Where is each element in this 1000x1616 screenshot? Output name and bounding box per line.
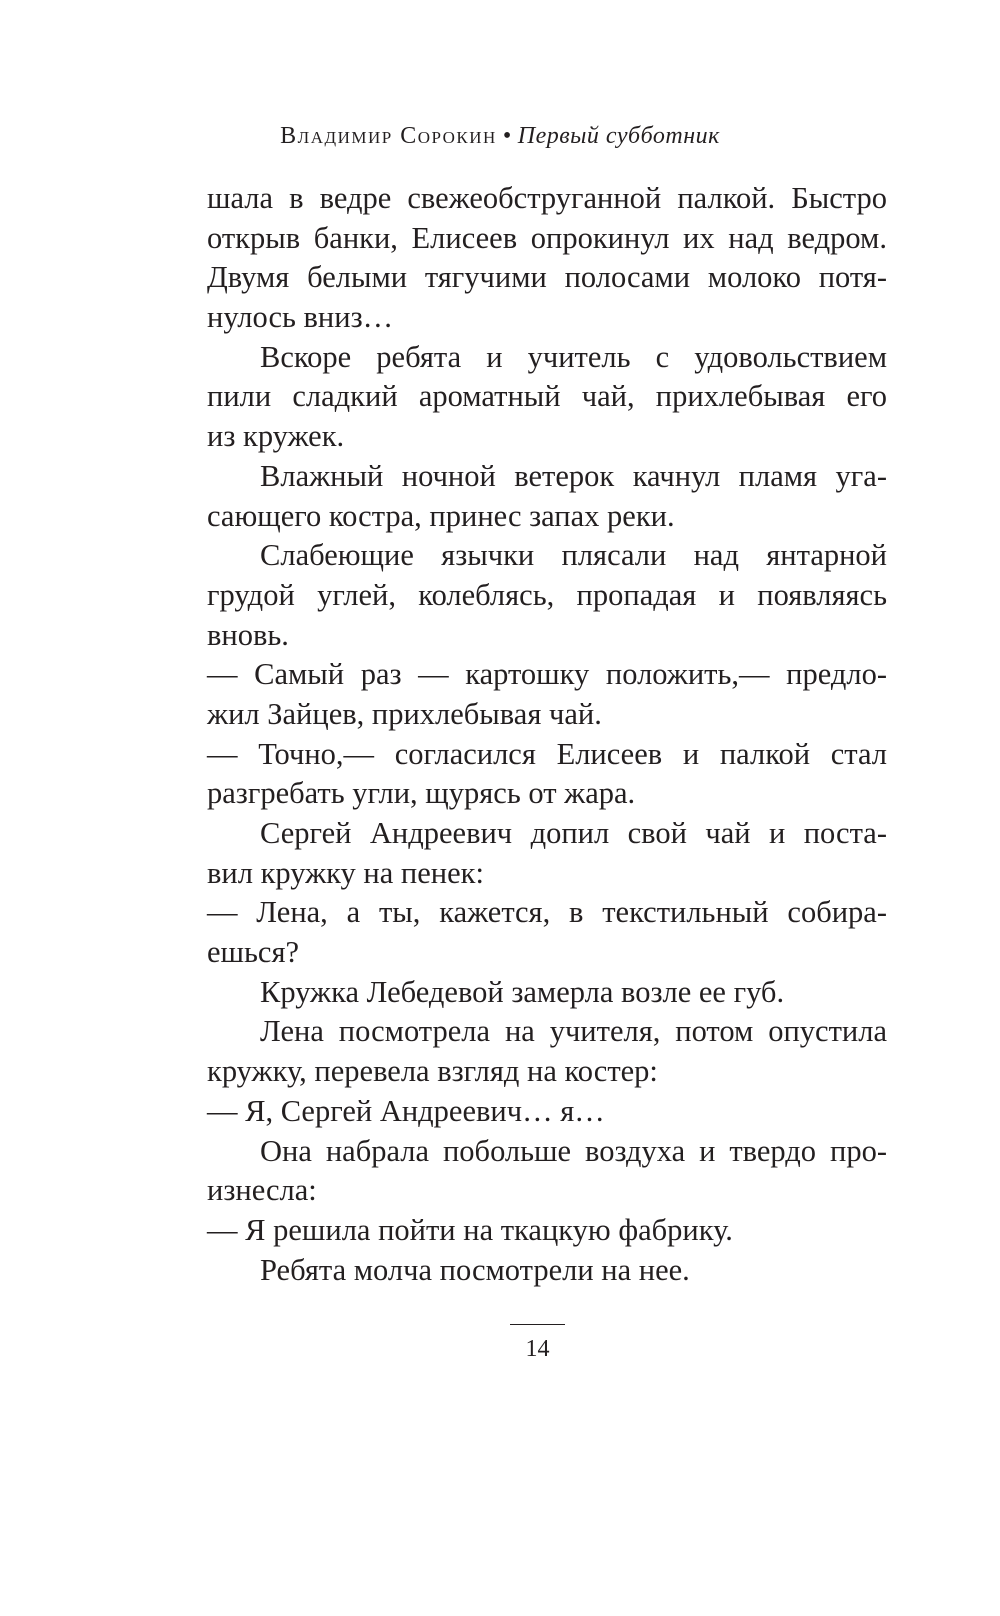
page-number-rule: [510, 1324, 565, 1325]
text-line: ешься?: [207, 935, 300, 970]
text-line: Влажный ночной ветерок качнул пламя уга-: [260, 458, 887, 493]
text-line: — Самый раз — картошку положить,— предло-: [207, 657, 887, 692]
running-header: [0, 121, 1000, 151]
text-line: вил кружку на пенек:: [207, 855, 484, 890]
text-line: Ребята молча посмотрели на нее.: [260, 1252, 690, 1287]
text-line: вновь.: [207, 617, 289, 652]
text-line: шала в ведре свежеобструганной палкой. Быстро: [207, 181, 887, 215]
text-line: сающего костра, принес запах реки.: [207, 498, 675, 533]
text-line: Сергей Андреевич допил свой чай и поста-: [260, 816, 887, 850]
text-line: кружку, перевела взгляд на костер:: [207, 1054, 658, 1089]
text-line: изнесла:: [207, 1173, 317, 1208]
text-line: — Точно,— согласился Елисеев и палкой стал: [207, 736, 887, 771]
text-line: — Я, Сергей Андреевич… я…: [207, 1093, 605, 1128]
text-line: из кружек.: [207, 419, 345, 454]
text-line: жил Зайцев, прихлебывая чай.: [207, 696, 602, 731]
text-line: открыв банки, Елисеев опрокинул их над ведром.: [207, 220, 887, 255]
text-line: пили сладкий ароматный чай, прихлебывая его: [207, 379, 887, 414]
body-text: [207, 179, 887, 1290]
text-line: Она набрала побольше воздуха и твердо про-: [260, 1133, 887, 1168]
text-line: Лена посмотрела на учителя, потом опустила: [260, 1014, 887, 1049]
text-line: разгребать угли, щурясь от жара.: [207, 776, 636, 811]
header-separator: •: [502, 123, 512, 149]
text-line: Кружка Лебедевой замерла возле ее губ.: [260, 974, 785, 1009]
text-line: Двумя белыми тягучими полосами молоко потя-: [207, 260, 887, 295]
text-line: грудой углей, колеблясь, пропадая и появляясь: [207, 577, 887, 612]
header-title: Первый субботник: [517, 123, 720, 149]
text-line: нулось вниз…: [207, 300, 394, 335]
header-author: Владимир Сорокин: [280, 123, 497, 149]
text-line: — Я решила пойти на ткацкую фабрику.: [207, 1212, 733, 1247]
text-line: Вскоре ребята и учитель с удовольствием: [260, 339, 887, 374]
text-line: — Лена, а ты, кажется, в текстильный собира-: [207, 895, 887, 930]
page-number: 14: [525, 1336, 550, 1362]
text-line: Слабеющие язычки плясали над янтарной: [260, 538, 887, 573]
